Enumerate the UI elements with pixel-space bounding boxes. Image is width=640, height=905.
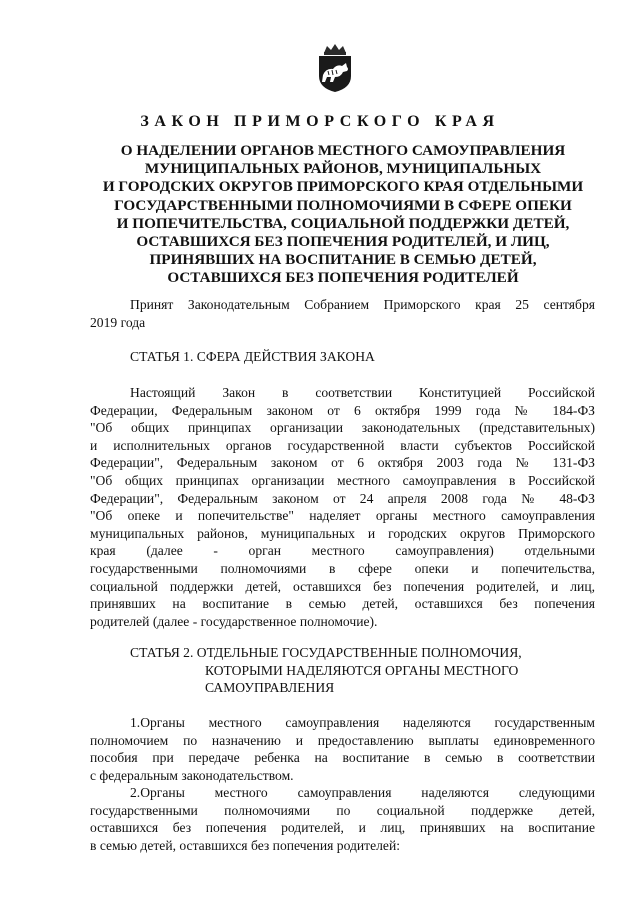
subtitle-line: ГОСУДАРСТВЕННЫМИ ПОЛНОМОЧИЯМИ В СФЕРЕ ОПЕКИ [114, 196, 572, 214]
article-1-line: Федерации", Федеральным законом от 6 октября 2003 года № 131-ФЗ [90, 455, 595, 471]
article-2-heading-line: СТАТЬЯ 2. ОТДЕЛЬНЫЕ ГОСУДАРСТВЕННЫЕ ПОЛНОМОЧИЯ, [130, 645, 522, 660]
article-2-paragraph-1 [90, 714, 595, 784]
article-1-line: "Об общих принципах организации местного самоуправления в Российской [90, 472, 595, 488]
article-1-line: "Об опеке и попечительстве" наделяет органы местного самоуправления [90, 508, 595, 524]
law-title: ЗАКОН ПРИМОРСКОГО КРАЯ [140, 113, 500, 130]
article-2-p2-line: государственными полномочиями по социальной поддержке детей, [90, 802, 595, 818]
article-1-line: края (далее - орган местного самоуправления) отдельными [90, 543, 595, 559]
article-2-p1-line: с федеральным законодательством. [90, 767, 294, 783]
article-2-p2-line: 2.Органы местного самоуправления наделяются следующими [130, 785, 595, 800]
article-1-line: "Об общих принципах организации законодательных (представительных) [90, 420, 595, 436]
article-1-line: муниципальных районов, муниципальных и городских округов Приморского [90, 525, 595, 541]
article-2-p2-line: оставшихся без попечения родителей, и лиц, принявших на воспитание [90, 820, 595, 836]
subtitle-line: ПРИНЯВШИХ НА ВОСПИТАНИЕ В СЕМЬЮ ДЕТЕЙ, [149, 251, 537, 269]
article-1-line: Федерации", Федеральным законом от 24 апреля 2008 года № 48-ФЗ [90, 490, 595, 506]
article-1-line: принявших на воспитание в семью детей, оставшихся без попечения [90, 596, 595, 612]
emblem-crown [324, 44, 346, 53]
article-1-line: государственными полномочиями в сфере опеки и попечительства, [90, 560, 595, 576]
subtitle-line: И ПОПЕЧИТЕЛЬСТВА, СОЦИАЛЬНОЙ ПОДДЕРЖКИ ДЕТЕЙ, [116, 214, 570, 232]
article-2-p1-line: пособия при передаче ребенка на воспитание в семью в соответствии [90, 750, 595, 766]
article-2-p2-line: в семью детей, оставшихся без попечения родителей: [90, 837, 401, 853]
article-1-line: родителей (далее - государственное полномочие). [90, 613, 378, 629]
subtitle-line: МУНИЦИПАЛЬНЫХ РАЙОНОВ, МУНИЦИПАЛЬНЫХ [144, 160, 542, 178]
adoption-line: Принят Законодательным Собранием Приморского края 25 сентября [130, 297, 595, 312]
subtitle-line: ОСТАВШИХСЯ БЕЗ ПОПЕЧЕНИЯ РОДИТЕЛЕЙ [167, 269, 519, 287]
subtitle-line: И ГОРОДСКИХ ОКРУГОВ ПРИМОРСКОГО КРАЯ ОТДЕЛЬНЫМИ [102, 178, 584, 196]
article-1-line: Федерации, Федеральным законом от 6 октября 1999 года № 184-ФЗ [90, 402, 595, 418]
article-1-line: и исполнительных органов государственной власти субъектов Российской [90, 437, 595, 453]
article-2-p1-line: 1.Органы местного самоуправления наделяются государственным [130, 715, 595, 730]
law-subtitle [88, 142, 598, 288]
adoption-note [90, 296, 595, 331]
article-1-heading: СТАТЬЯ 1. СФЕРА ДЕЙСТВИЯ ЗАКОНА [130, 349, 375, 364]
primorsky-krai-coat-of-arms-icon [316, 44, 354, 92]
article-2-heading [130, 644, 522, 697]
subtitle-line: О НАДЕЛЕНИИ ОРГАНОВ МЕСТНОГО САМОУПРАВЛЕНИЯ [120, 142, 566, 159]
subtitle-line: ОСТАВШИХСЯ БЕЗ ПОПЕЧЕНИЯ РОДИТЕЛЕЙ, И ЛИЦ, [136, 233, 550, 251]
article-1-line: социальной поддержки детей, оставшихся без попечения родителей, и лиц, [90, 578, 595, 594]
article-2-heading-line: КОТОРЫМИ НАДЕЛЯЮТСЯ ОРГАНЫ МЕСТНОГО [205, 662, 519, 678]
adoption-line: 2019 года [90, 314, 146, 330]
article-2-p1-line: полномочием по назначению и предоставлению выплаты единовременного [90, 732, 595, 748]
article-1-body [90, 384, 595, 630]
article-2-heading-line: САМОУПРАВЛЕНИЯ [205, 680, 335, 696]
article-1-line: Настоящий Закон в соответствии Конституцией Российской [130, 385, 595, 400]
article-2-paragraph-2 [90, 784, 595, 854]
